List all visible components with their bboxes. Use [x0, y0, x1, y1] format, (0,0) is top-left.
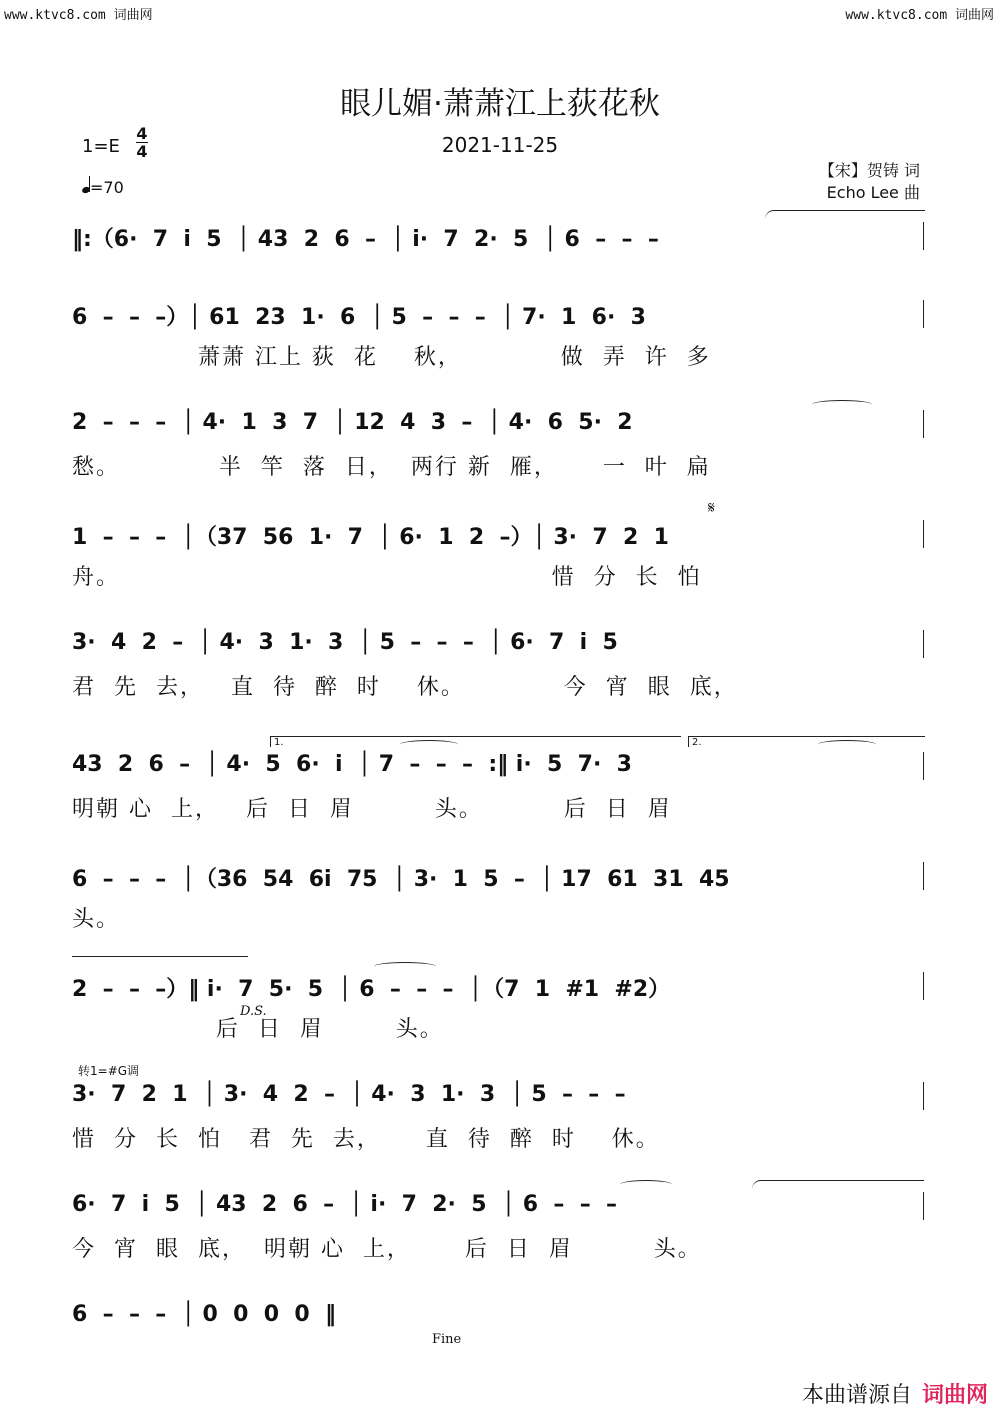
melody-line: 6 – – – │（36 54 6i 75 │ 3· 1 5 – │ 17 61 31 45 — [72, 867, 730, 892]
song-title: 眼儿媚·萧萧江上荻花秋 — [340, 86, 660, 122]
lyric-line: 萧萧 江上 荻 花 秋， 做 弄 许 多 — [72, 345, 711, 370]
barline — [923, 1192, 925, 1220]
melody-line: 6 – – –）│ 61 23 1· 6 │ 5 – – – │ 7· 1 6· 3 — [72, 305, 646, 330]
barline — [923, 410, 925, 438]
melody-line: 1 – – – │（37 56 1· 7 │ 6· 1 2 –）│ 3· 7 2 1 — [72, 525, 669, 550]
barline — [923, 300, 925, 328]
source-label: 本曲谱源自 — [801, 1383, 912, 1408]
volta-label: 2. — [692, 737, 702, 748]
melody-line: 2 – – –）‖ i· 7 5· 5 │ 6 – – – │（7 1 #1 #2） — [72, 977, 671, 1002]
brand-link[interactable]: 词曲网 — [921, 1383, 988, 1408]
song-date: 2021-11-25 — [441, 133, 559, 157]
tie-arc — [620, 1180, 672, 1189]
fine-sign: Fine — [432, 1332, 462, 1347]
lyricist-credit: 【宋】贺铸 词 — [818, 161, 920, 180]
lyric-line: 头。 — [72, 907, 121, 932]
melody-line: 3· 4 2 – │ 4· 3 1· 3 │ 5 – – – │ 6· 7 i 5 — [72, 630, 618, 655]
tie-arc — [374, 962, 436, 971]
watermark-right: www.ktvc8.com 词曲网 — [845, 8, 994, 23]
volta-label: 1. — [274, 737, 284, 748]
barline — [923, 972, 925, 1000]
barline — [923, 752, 925, 780]
barline — [923, 222, 925, 250]
time-top: 4 — [136, 124, 148, 143]
melody-line: 6 – – – │ 0 0 0 0 ‖ — [72, 1302, 336, 1327]
lyric-line: 舟。 惜 分 长 怕 — [72, 565, 702, 590]
time-bottom: 4 — [136, 142, 148, 161]
tie-arc — [400, 740, 458, 749]
tie-arc — [752, 1180, 924, 1189]
source-footer — [802, 1378, 988, 1409]
tempo-value: =70 — [90, 178, 124, 197]
volta-second-ending — [688, 736, 925, 747]
barline — [923, 862, 925, 890]
time-signature — [134, 125, 150, 160]
barline — [923, 1082, 925, 1110]
watermark-left: www.ktvc8.com 词曲网 — [4, 8, 153, 23]
lyric-line: 明朝 心 上， 后 日 眉 头。 后 日 眉 — [72, 797, 672, 822]
tie-arc — [765, 210, 925, 219]
barline — [923, 520, 925, 548]
composer-credit: Echo Lee 曲 — [826, 183, 920, 202]
tempo-mark — [82, 176, 124, 197]
lyric-line: 今 宵 眼 底， 明朝 心 上， 后 日 眉 头。 — [72, 1237, 702, 1262]
modulation-note: 转1=#G调 — [78, 1064, 140, 1078]
melody-line: 3· 7 2 1 │ 3· 4 2 – │ 4· 3 1· 3 │ 5 – – – — [72, 1082, 626, 1107]
tie-arc — [818, 740, 876, 749]
melody-line: ‖:（6· 7 i 5 │ 43 2 6 – │ i· 7 2· 5 │ 6 – – – — [72, 227, 659, 252]
melody-line: 43 2 6 – │ 4· 5 6· i │ 7 – – – :‖ i· 5 7· 3 — [72, 752, 632, 777]
key-signature: 1=E — [82, 136, 120, 157]
tie-arc — [812, 400, 872, 409]
lyric-line: 君 先 去， 直 待 醉 时 休。 今 宵 眼 底， — [72, 675, 738, 700]
lyric-line: 惜 分 长 怕 君 先 去， 直 待 醉 时 休。 — [72, 1127, 660, 1152]
ds-bracket — [72, 956, 248, 967]
melody-line: 2 – – – │ 4· 1 3 7 │ 12 4 3 – │ 4· 6 5· 2 — [72, 410, 633, 435]
lyric-line: 愁。 半 竿 落 日， 两行 新 雁， 一 叶 扁 — [72, 455, 711, 480]
barline — [923, 630, 925, 658]
melody-line: 6· 7 i 5 │ 43 2 6 – │ i· 7 2· 5 │ 6 – – – — [72, 1192, 618, 1217]
segno-sign: 𝄋 — [708, 498, 715, 517]
lyric-line: 后 日 眉 头。 — [72, 1017, 444, 1042]
ds-sign: D.S. — [240, 1004, 267, 1019]
volta-first-ending — [270, 736, 681, 747]
